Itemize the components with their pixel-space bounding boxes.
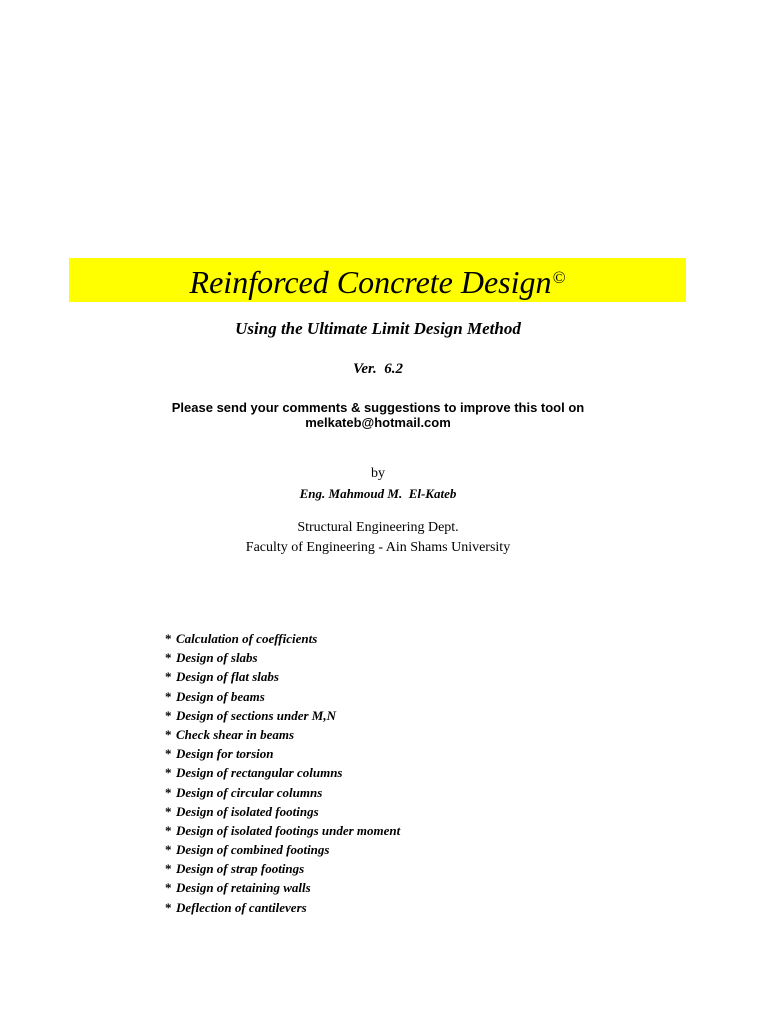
bullet-marker: *: [165, 880, 172, 896]
bullet-marker: *: [165, 688, 172, 704]
feature-list-item: [165, 840, 400, 859]
bullet-marker: *: [165, 899, 172, 915]
bullet-marker: *: [165, 726, 172, 742]
feature-label: Design of isolated footings: [176, 803, 319, 819]
bullet-marker: *: [165, 650, 172, 666]
faculty-name: Faculty of Engineering - Ain Shams University: [245, 540, 511, 555]
bullet-marker: *: [165, 746, 172, 762]
department-name: Structural Engineering Dept.: [297, 520, 459, 535]
bullet-marker: *: [165, 765, 172, 781]
by-label: by: [371, 466, 385, 481]
feature-label: Calculation of coefficients: [176, 631, 318, 646]
feature-list-item: [165, 648, 400, 667]
feedback-request: [0, 400, 756, 430]
bullet-marker: *: [165, 803, 172, 819]
version-label: Ver. 6.2: [352, 361, 403, 377]
bullet-marker: *: [165, 669, 172, 685]
bullet-marker: *: [165, 784, 172, 800]
bullet-marker: *: [165, 707, 172, 723]
feature-list-item: [165, 706, 400, 725]
document-subtitle: Using the Ultimate Limit Design Method: [235, 319, 521, 338]
document-title-text: Reinforced Concrete Design: [189, 264, 552, 300]
feature-label: Design of slabs: [176, 650, 258, 666]
feature-list-item: [165, 629, 400, 648]
feature-label: Design of flat slabs: [176, 669, 279, 685]
feature-list-item: [165, 783, 400, 802]
feature-list-item: [165, 744, 400, 763]
feature-list-item: [165, 687, 400, 706]
contact-email: melkateb@hotmail.com: [305, 415, 451, 430]
feature-list-item: [165, 667, 400, 686]
feature-list-item: [165, 898, 400, 917]
feature-label: Design of circular columns: [176, 784, 323, 800]
author-name: Eng. Mahmoud M. El-Kateb: [299, 486, 457, 501]
feature-list: [165, 629, 400, 917]
feature-label: Design of beams: [176, 688, 265, 704]
feature-list-item: [165, 878, 400, 897]
feature-label: Design of strap footings: [176, 861, 305, 877]
feature-label: Deflection of cantilevers: [176, 899, 307, 915]
feature-label: Design of combined footings: [176, 842, 330, 858]
feature-label: Design of sections under M,N: [176, 707, 336, 723]
bullet-marker: *: [165, 631, 172, 646]
feature-label: Design of rectangular columns: [176, 765, 343, 781]
feature-list-item: [165, 821, 400, 840]
copyright-mark: ©: [552, 268, 566, 287]
feature-label: Design for torsion: [176, 746, 274, 762]
feature-list-item: [165, 763, 400, 782]
feature-label: Check shear in beams: [176, 726, 295, 742]
feature-list-item: [165, 859, 400, 878]
bullet-marker: *: [165, 822, 172, 838]
document-title: [69, 262, 686, 302]
bullet-marker: *: [165, 842, 172, 858]
feature-label: Design of isolated footings under moment: [176, 822, 401, 838]
bullet-marker: *: [165, 861, 172, 877]
feature-list-item: [165, 725, 400, 744]
feature-list-item: [165, 802, 400, 821]
feature-label: Design of retaining walls: [176, 880, 311, 896]
feedback-request-text: Please send your comments & suggestions to improve this tool on: [171, 400, 585, 415]
